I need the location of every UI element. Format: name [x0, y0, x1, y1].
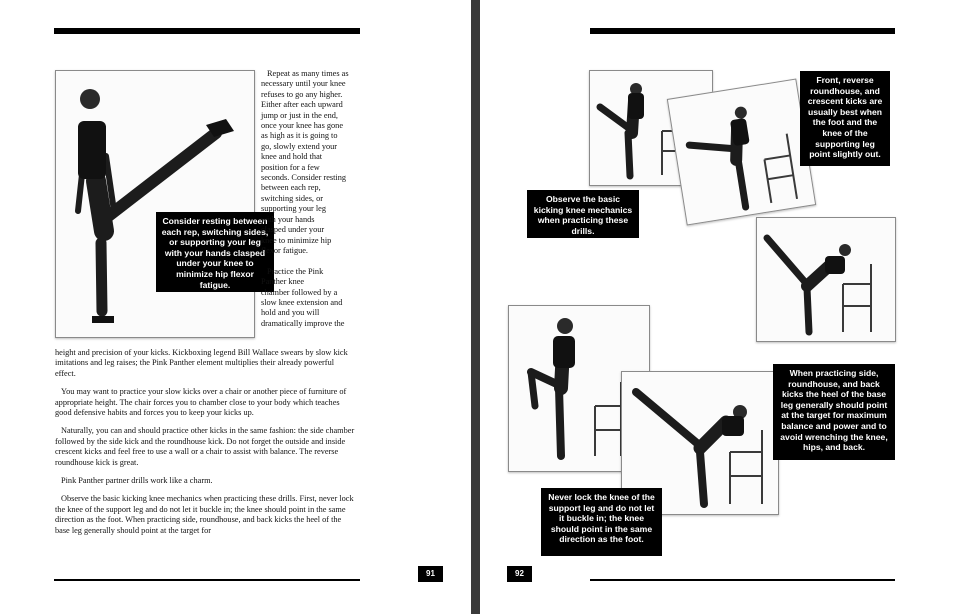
body-paragraph: Pink Panther partner drills work like a charm. [61, 476, 213, 486]
wrap-line: refuses to go any higher. [261, 89, 343, 99]
wrap-line: once your knee has gone [261, 121, 344, 131]
wrap-line: Repeat as many times as [267, 69, 349, 78]
wrap-line: as high as it is going to [261, 131, 338, 141]
page-number: 91 [418, 566, 443, 582]
photo-front-kick-hold [55, 70, 255, 338]
wrap-line: knee and hold that [261, 152, 323, 162]
wrap-line: dramatically improve the [261, 318, 345, 328]
body-paragraphs [55, 348, 355, 544]
wrap-line: switching sides, or [261, 193, 323, 203]
top-rule [54, 28, 360, 34]
bottom-rule [590, 579, 895, 581]
wrap-text-column [261, 69, 369, 329]
wrap-line: flexor fatigue. [261, 245, 308, 255]
wrap-line: between each rep, [261, 183, 321, 193]
callout-rest-between-reps: Consider resting between each rep, switching sides, or supporting your leg with your hands clasped under your knee to minimize hip flexor fatigue. [156, 212, 274, 292]
callout-side-roundhouse-back: When practicing side, roundhouse, and back kicks the heel of the base leg generally should point at the target for maximum balance and power and to avoid wrenching the knee, hips, and back. [773, 364, 895, 460]
wrap-line: position for a few [261, 162, 320, 172]
photo-side-kick-chair [756, 217, 896, 342]
wrap-line: hold and you will [261, 308, 320, 318]
kicking-man-figure [56, 71, 254, 337]
right-page [480, 0, 955, 614]
wrap-line: Either after each upward [261, 100, 343, 110]
left-page [0, 0, 471, 614]
wrap-line: knee to minimize hip [261, 235, 332, 245]
wrap-line: chamber followed by a [261, 287, 338, 297]
top-rule [590, 28, 895, 34]
callout-front-reverse-crescent: Front, reverse roundhouse, and crescent kicks are usually best when the foot and the knee of the supporting leg point slightly out. [800, 71, 890, 166]
wrap-line: go, slowly extend your [261, 141, 338, 151]
callout-never-lock-knee: Never lock the knee of the support leg and do not let it buckle in; the knee should point in the same direction as the foot. [541, 488, 662, 556]
wrap-line [261, 256, 369, 266]
body-paragraph: Naturally, you can and should practice other kicks in the same fashion: the side chamber followed by the side kick and the roundhouse kick. Do not forget the outside and inside crescent kicks and feel free to use a wall or a chair to assist with balance. The reverse roundhouse kick is great. [55, 426, 355, 467]
body-paragraph: You may want to practice your slow kicks over a chair or another piece of furniture of appropriate height. The chair forces you to chamber close to your body which teaches good defensive habits and forces you to keep your kicks up. [55, 387, 347, 418]
body-paragraph: height and precision of your kicks. Kickboxing legend Bill Wallace swears by slow kick imitations and leg raises; the Pink Panther element multiplies their already powerful effect. [55, 348, 348, 378]
wrap-line: slow knee extension and [261, 297, 343, 307]
man-chair-figure [668, 80, 815, 225]
photo-reverse-roundhouse [667, 79, 816, 226]
wrap-line: Practice the Pink [267, 266, 324, 276]
wrap-line: jump or just in the end, [261, 110, 338, 120]
body-paragraph: Observe the basic kicking knee mechanics when practicing these drills. First, never lock the knee of the support leg and do not let it buckle in; the knee should point in the same direction as the foot. When practicing side, roundhouse, and back kicks the heel of the base leg generally should point at the target for [55, 494, 354, 535]
wrap-line: Panther knee [261, 277, 305, 287]
callout-observe-mechanics: Observe the basic kicking knee mechanics when practicing these drills. [527, 190, 639, 238]
wrap-line: necessary until your knee [261, 79, 346, 89]
wrap-line: with your hands [261, 214, 315, 224]
wrap-line: clasped under your [261, 225, 325, 235]
page-number: 92 [507, 566, 532, 582]
wrap-line: seconds. Consider resting [261, 173, 347, 183]
bottom-rule [54, 579, 360, 581]
wrap-line: supporting your leg [261, 204, 326, 214]
man-chair-figure [757, 218, 895, 341]
